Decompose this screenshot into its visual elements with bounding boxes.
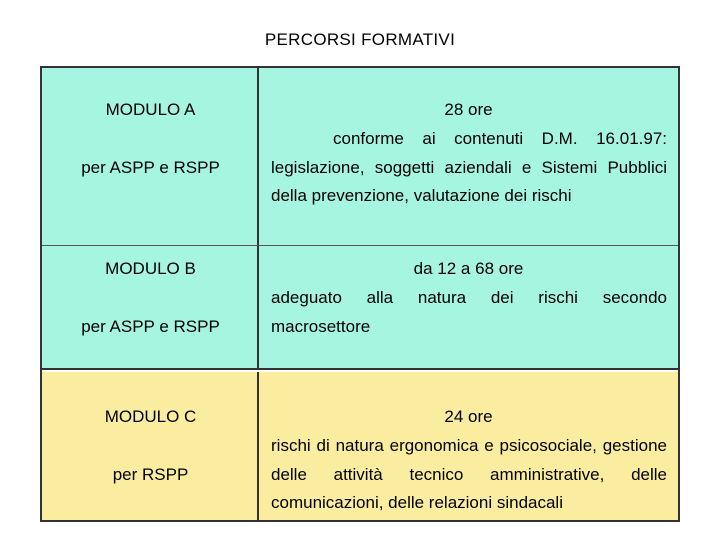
module-cell (42, 246, 259, 368)
table-row-modulo-a (42, 68, 678, 246)
module-name: MODULO C (104, 407, 197, 426)
module-cell (42, 372, 259, 520)
module-cell (42, 68, 259, 245)
module-hours: 28 ore (444, 100, 493, 119)
slide-title: PERCORSI FORMATIVI (264, 30, 456, 49)
details-cell (259, 246, 678, 368)
module-audience: per ASPP e RSPP (81, 158, 220, 177)
module-name: MODULO B (105, 259, 196, 278)
module-hours: 24 ore (444, 407, 493, 426)
module-hours: da 12 a 68 ore (413, 259, 524, 278)
training-paths-table (40, 66, 680, 522)
table-row-modulo-c (42, 372, 678, 520)
module-description: conforme ai contenuti D.M. 16.01.97: legislazione, soggetti aziendali e Sistemi Pubblici della prevenzione, valutazione dei rischi (271, 129, 667, 205)
table-row-modulo-b (42, 246, 678, 370)
details-cell (259, 372, 678, 520)
module-audience: per RSPP (112, 465, 189, 484)
module-name: MODULO A (105, 100, 196, 119)
module-audience: per ASPP e RSPP (81, 317, 220, 336)
details-cell (259, 68, 678, 245)
module-description: adeguato alla natura dei rischi secondo macrosettore (271, 288, 667, 336)
module-description: rischi di natura ergonomica e psicosociale, gestione delle attività tecnico amministrative, delle comunicazioni, delle relazioni sindacali (271, 436, 667, 512)
